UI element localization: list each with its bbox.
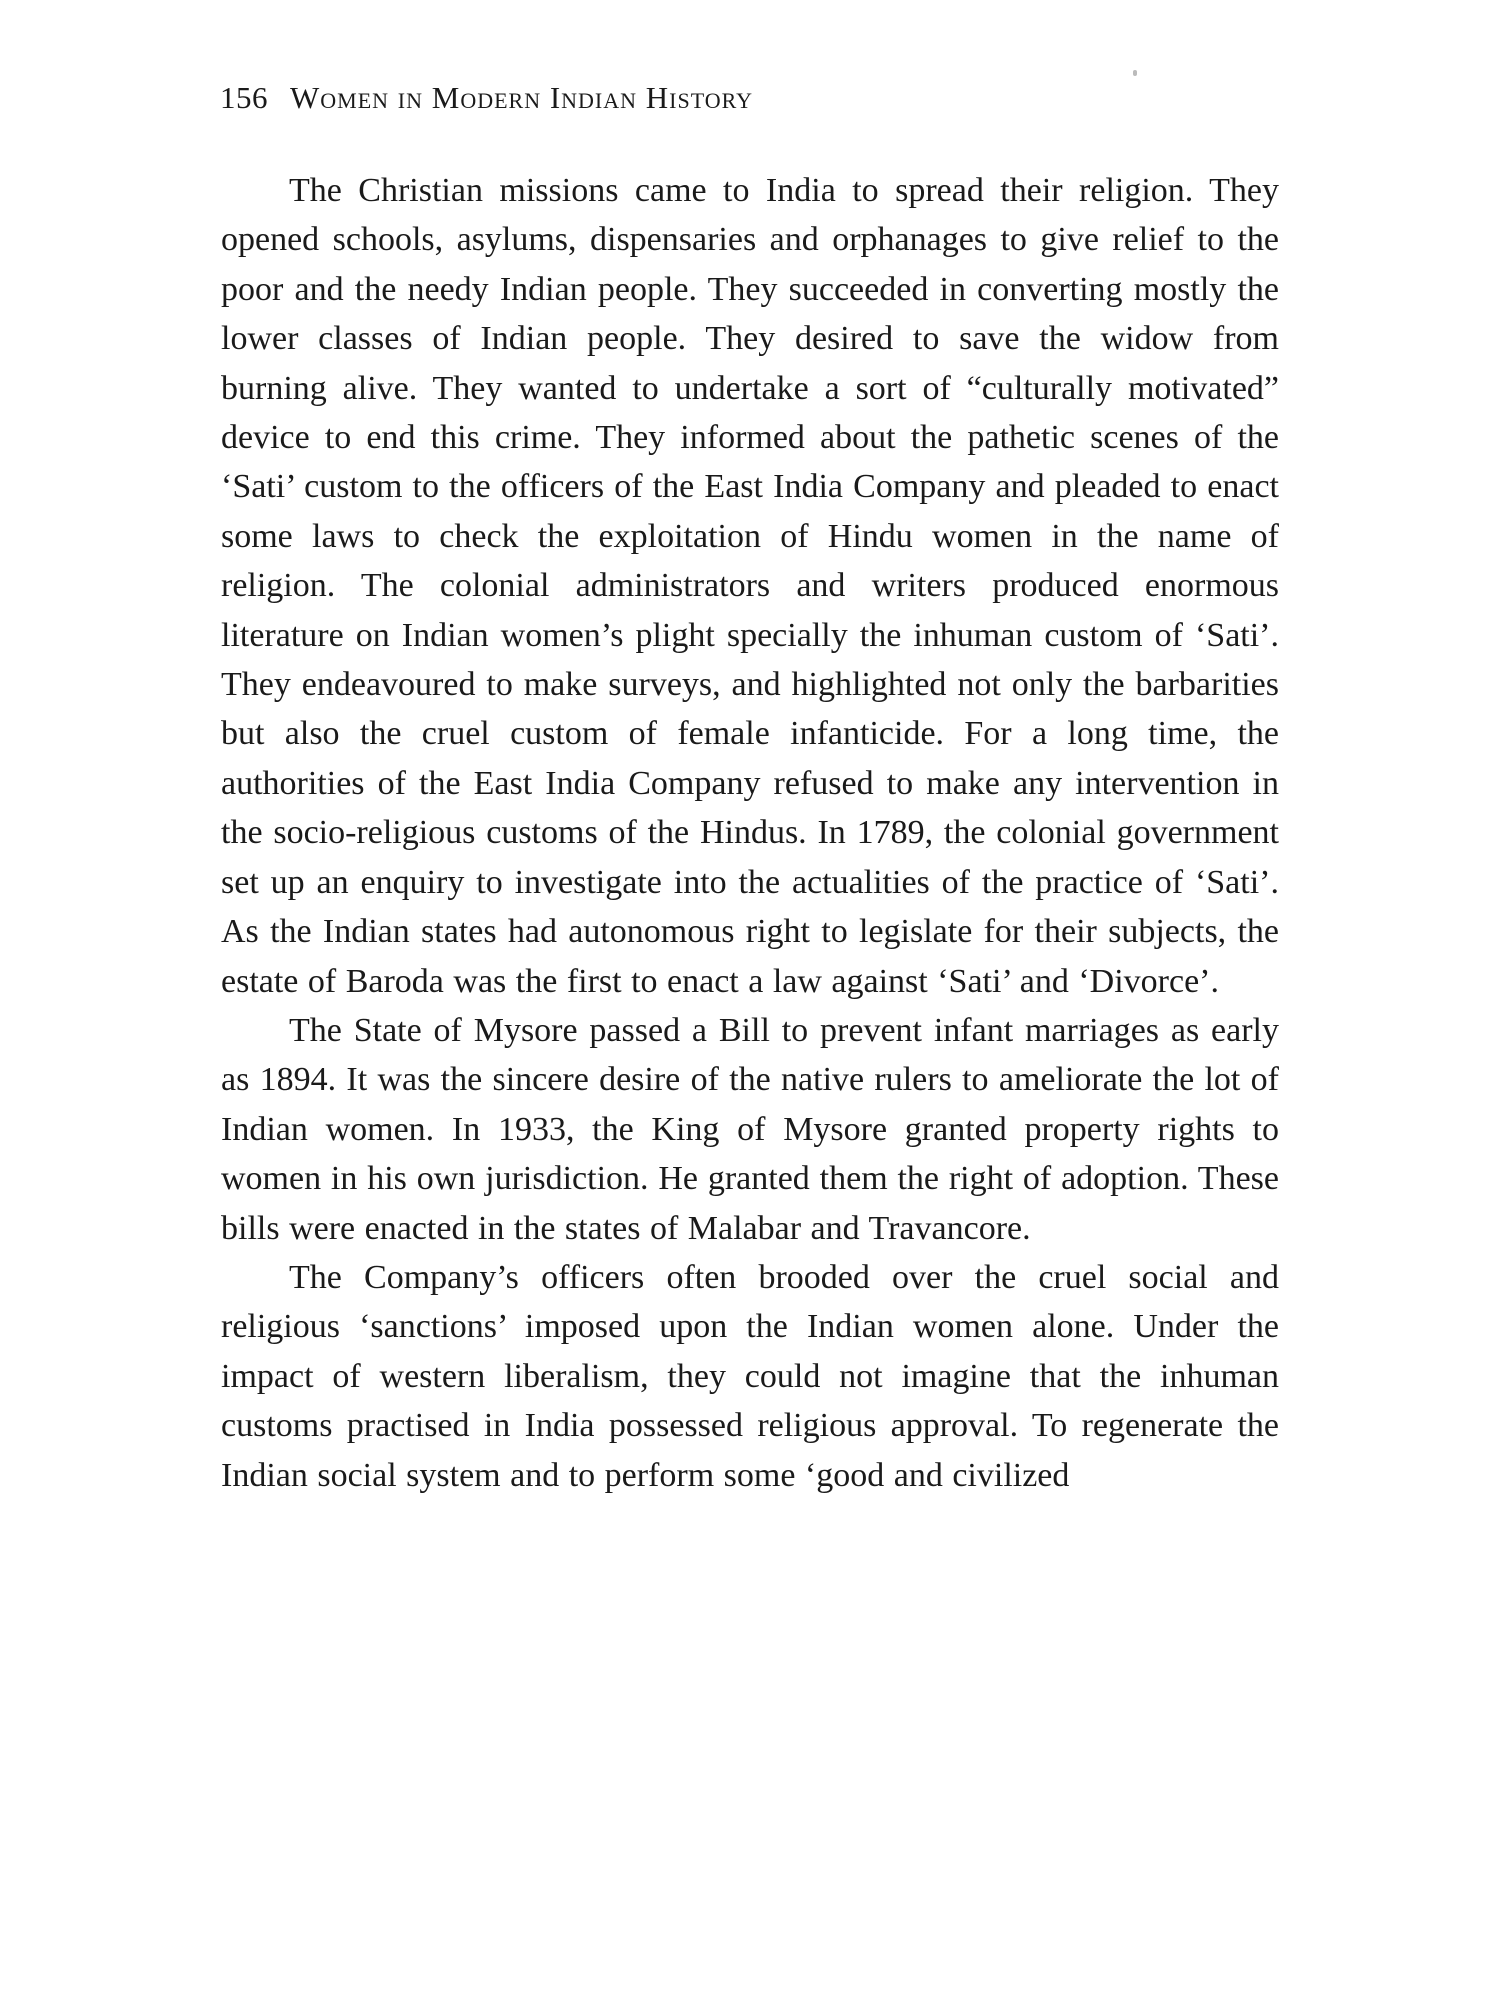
- page-number: 156: [220, 80, 268, 115]
- paragraph-state-of-mysore: The State of Mysore passed a Bill to prevent infant marriages as early as 1894. It was the sincere desire of the native rulers to ameliorate the lot of Indian women. In 1933, the King of Mysore granted property rights to women in his own jurisdiction. He granted them the right of adoption. These bills were enacted in the states of Malabar and Travancore.: [221, 1011, 1279, 1247]
- body-text: [221, 166, 1279, 1500]
- paragraph-company-officers: The Company’s officers often brooded over the cruel social and religious ‘sanctions’ imposed upon the Indian women alone. Under the impact of western liberalism, they could not imagine that the inhuman customs practised in India possessed religious approval. To regenerate the Indian social system and to perform some ‘good and civilized: [221, 1258, 1279, 1494]
- scan-speck: [1133, 70, 1137, 76]
- paragraph-christian-missions: The Christian missions came to India to spread their religion. They opened schools, asylums, dispensaries and orphanages to give relief to the poor and the needy Indian people. They succeeded in converting mostly the lower classes of Indian people. They desired to save the widow from burning alive. They wanted to undertake a sort of “culturally motivated” device to end this crime. They informed about the pathetic scenes of the ‘Sati’ custom to the officers of the East India Company and pleaded to enact some laws to check the exploitation of Hindu women in the name of religion. The colonial administrators and writers produced enormous literature on Indian women’s plight specially the inhuman custom of ‘Sati’. They endeavoured to make surveys, and highlighted not only the barbarities but also the cruel custom of female infanticide. For a long time, the authorities of the East India Company refused to make any intervention in the socio-religious customs of the Hindus. In 1789, the colonial government set up an enquiry to investigate into the actualities of the practice of ‘Sati’. As the Indian states had autonomous right to legislate for their subjects, the estate of Baroda was the first to enact a law against ‘Sati’ and ‘Divorce’.: [221, 172, 1279, 1000]
- running-head: [220, 78, 753, 118]
- book-title: Women in Modern Indian History: [290, 80, 754, 115]
